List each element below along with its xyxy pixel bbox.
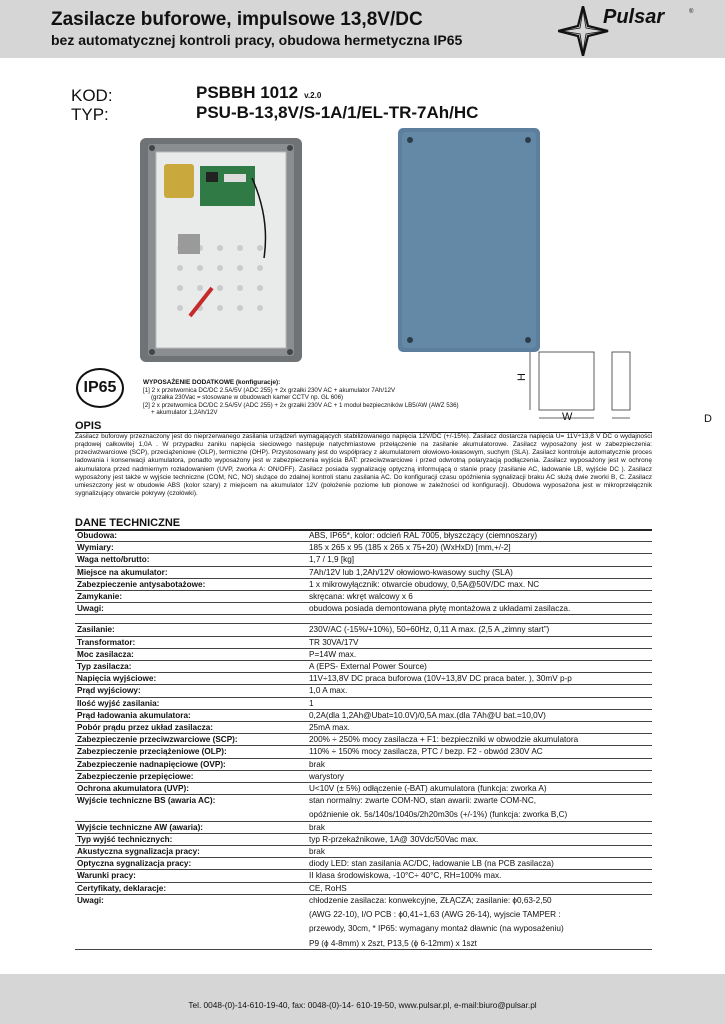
spec-row <box>75 578 652 590</box>
open-enclosure-image <box>140 138 302 362</box>
spec-row <box>75 770 652 782</box>
spec-row <box>75 636 652 648</box>
spec-value-line: skręcana: wkręt walcowy x 6 <box>309 592 413 602</box>
spec-key: Uwagi: <box>75 603 307 615</box>
spec-key: Typ zasilacza: <box>75 661 307 673</box>
spec-value <box>307 542 652 554</box>
dim-w-label: W <box>562 411 573 423</box>
spec-value <box>307 697 652 709</box>
spec-value-line: ABS, IP65*, kolor: odcień RAL 7005, błyszczący (ciemnoszary) <box>309 531 538 540</box>
spec-row <box>75 882 652 894</box>
spec-row <box>75 685 652 697</box>
specs-table <box>75 530 652 950</box>
spec-row <box>75 697 652 709</box>
spec-value-line: 1,0 A max. <box>309 686 348 696</box>
spec-key: Zamykanie: <box>75 591 307 603</box>
spec-key: Prąd wyjściowy: <box>75 685 307 697</box>
footer-band <box>0 974 725 1024</box>
spec-value-line: 230V/AC (-15%/+10%), 50÷60Hz, 0,11 A max. (2,5 A „zimny start”) <box>309 625 550 635</box>
typ-label: TYP: <box>71 105 109 124</box>
spec-row <box>75 661 652 673</box>
accessory-line: [2] 2 x przetwornica DC/DC 2.5A/5V (ADC 255) + 2x grzałki 230V AC + 1 moduł bezpieczników LB5/AW (AWZ 536) <box>143 401 459 409</box>
spec-key: Moc zasilacza: <box>75 648 307 660</box>
dane-title: DANE TECHNICZNE <box>75 517 181 529</box>
spec-key: Akustyczna sygnalizacja pracy: <box>75 846 307 858</box>
spec-row <box>75 846 652 858</box>
page-subtitle: bez automatycznej kontroli pracy, obudowa hermetyczna IP65 <box>51 32 463 48</box>
accessory-line: (grzałka 230Vac = stosowane w obudowach kamer CCTV np. GL 606) <box>151 394 344 402</box>
spec-key: Napięcia wyjściowe: <box>75 673 307 685</box>
spec-value <box>307 846 652 858</box>
spec-row <box>75 821 652 833</box>
spec-row <box>75 894 652 949</box>
spec-value <box>307 566 652 578</box>
accessories-title: WYPOSAŻENIE DODATKOWE (konfiguracje): <box>143 379 281 386</box>
spec-key: Ochrona akumulatora (UVP): <box>75 783 307 795</box>
spec-row <box>75 783 652 795</box>
spec-key: Zabezpieczenie przepięciowe: <box>75 770 307 782</box>
spec-value-line: 110% ÷ 150% mocy zasilacza, PTC / bezp. F2 - obwód 230V AC <box>309 747 543 757</box>
spec-row <box>75 603 652 615</box>
spec-key: Pobór prądu przez układ zasilacza: <box>75 722 307 734</box>
spec-row <box>75 858 652 870</box>
product-type: PSU-B-13,8V/S-1A/1/EL-TR-7Ah/HC <box>196 103 479 122</box>
spec-value-line: obudowa posiada demontowana płytę montażowa z układami zasilacza. <box>309 604 571 614</box>
spec-gap-cell <box>75 615 307 624</box>
dim-h-label: H <box>515 373 528 381</box>
closed-enclosure-image <box>398 128 540 352</box>
spec-value-line: P=14W max. <box>309 649 357 659</box>
spec-value <box>307 722 652 734</box>
spec-value <box>307 685 652 697</box>
spec-value <box>307 746 652 758</box>
spec-key: Zabezpieczenie przeciwzwarciowe (SCP): <box>75 734 307 746</box>
spec-value-line: 11V÷13,8V DC praca buforowa (10V÷13,8V DC praca bater. ), 30mV p-p <box>309 674 572 684</box>
spec-row <box>75 554 652 566</box>
spec-key: Zabezpieczenie przeciążeniowe (OLP): <box>75 746 307 758</box>
spec-row <box>75 722 652 734</box>
spec-row <box>75 542 652 554</box>
ip65-badge: IP65 <box>76 368 124 408</box>
kod-value: PSBBH 1012 <box>196 83 299 102</box>
spec-value <box>307 833 652 845</box>
spec-row <box>75 870 652 882</box>
spec-row <box>75 734 652 746</box>
spec-value-line: 1 x mikrowyłącznik: otwarcie obudowy, 0,5A@50V/DC max. NC <box>309 579 540 589</box>
spec-value-line: brak <box>309 822 325 832</box>
accessory-line: [1] 2 x przetwornica DC/DC 2.5A/5V (ADC 255) + 2x grzałki 230V AC + akumulator 7Ah/12V <box>143 386 396 394</box>
spec-value <box>307 783 652 795</box>
spec-key: Wyjście techniczne AW (awaria): <box>75 821 307 833</box>
spec-value-line: stan normalny: zwarte COM-NO, stan awarii: zwarte COM-NC, <box>309 796 537 806</box>
spec-value-line: 25mA max. <box>309 723 350 733</box>
spec-value-line: 185 x 265 x 95 (185 x 265 x 75+20) (WxHxD) [mm,+/-2] <box>309 543 511 553</box>
spec-value <box>307 673 652 685</box>
spec-value-line: 7Ah/12V lub 1,2Ah/12V ołowiowo-kwasowy suchy (SLA) <box>309 567 513 577</box>
opis-text: Zasilacz buforowy przeznaczony jest do nieprzerwanego zasilania urządzeń wymagających stabilizowanego napięcia 12V/DC (+/-15%). Zasilacz dostarcza napięcia U= 11V÷13,8 V DC o wydajności prądowej całkowitej 1,0A . W przypadku zaniku napięcia sieciowego następuje natychmiastowe przełączenie na zasilanie akumulatorowe. Zasilacz wyposażony jest w zabezpieczenia: przeciwzwarciowe (SCP), przeciążeniowe (OLP), termiczne (OHP). Przystosowany jest do współpracy z akumulatorem ołowiowo-kwasowym, suchym (SLA). Zasilacz kontroluje automatycznie proces ładowania i konserwacji akumulatora, ponadto wyposażony jest w zabezpieczenia wyjścia BAT: przeciwzwarciowe i przed odwrotną polaryzacją podłączenia. Zasilacz wyposażony jest w ochronę akumulatora przed nadmiernym rozładowaniem (UVP, zworka A: ON/OFF). Zasilacz posiada sygnalizację optyczną informującą o stanie pracy (zasilanie AC, ładowanie LB, wyjście DC ). Zasilacz wyposażony jest także w wyjście techniczne (COM, NC, NO) służące do zdalnej kontroli stanu zasilania AC. Do konfiguracji czasu opóźnienia sygnalizacji braku AC służą dwie zworki B, C. Zasilacz umieszczony jest w obudowie ABS (kolor szary) z miejscem na akumulator 12V (położenie poziome lub pionowe w zależności od konfiguracji). Obudowa wyposażona jest w mikroprzełącznik sygnalizujący otwarcie pokrywy (czołówki). <box>75 433 652 497</box>
spec-row <box>75 746 652 758</box>
spec-value <box>307 870 652 882</box>
spec-key: Zabezpieczenie nadnapięciowe (OVP): <box>75 758 307 770</box>
spec-row <box>75 673 652 685</box>
spec-value-line: CE, RoHS <box>309 883 347 893</box>
accessory-line: + akumulator 1,2Ah/12V <box>151 409 218 417</box>
spec-row <box>75 591 652 603</box>
spec-value-line: przewody, 30cm, * IP65: wymagany montaż dławnic (na wyposażeniu) <box>309 924 564 934</box>
spec-key: Typ wyjść technicznych: <box>75 833 307 845</box>
spec-value-line: 1,7 / 1,9 [kg] <box>309 555 355 565</box>
spec-key: Transformator: <box>75 636 307 648</box>
spec-value-line: brak <box>309 759 325 769</box>
spec-gap <box>75 615 652 624</box>
dim-d-label: D <box>704 413 712 425</box>
spec-value <box>307 554 652 566</box>
spec-key: Wymiary: <box>75 542 307 554</box>
spec-row <box>75 566 652 578</box>
spec-value-line: II klasa środowiskowa, -10°C÷ 40°C, RH=100% max. <box>309 871 502 881</box>
spec-value-line: P9 (ϕ 4-8mm) x 2szt, P13,5 (ϕ 6-12mm) x 1szt <box>309 938 477 948</box>
spec-row <box>75 758 652 770</box>
spec-value <box>307 578 652 590</box>
spec-key: Prąd ładowania akumulatora: <box>75 709 307 721</box>
spec-value-line: TR 30VA/17V <box>309 637 359 647</box>
version: v.2.0 <box>304 91 322 100</box>
spec-row <box>75 795 652 821</box>
spec-value-line: diody LED: stan zasilania AC/DC, ładowanie LB (na PCB zasilacza) <box>309 859 554 869</box>
spec-value <box>307 858 652 870</box>
logo-registered-mark: ® <box>689 9 694 15</box>
spec-value <box>307 591 652 603</box>
dimensions-diagram <box>515 345 715 430</box>
spec-value-line: 1 <box>309 698 314 708</box>
spec-value <box>307 758 652 770</box>
page-title: Zasilacze buforowe, impulsowe 13,8V/DC <box>51 9 423 30</box>
spec-key: Obudowa: <box>75 530 307 542</box>
spec-key: Wyjście techniczne BS (awaria AC): <box>75 795 307 821</box>
spec-value-line: typ R-przekaźnikowe, 1A@ 30Vdc/50Vac max. <box>309 834 479 844</box>
spec-key: Waga netto/brutto: <box>75 554 307 566</box>
spec-value <box>307 603 652 615</box>
spec-key: Zabezpieczenie antysabotażowe: <box>75 578 307 590</box>
spec-value-line: chłodzenie zasilacza: konwekcyjne, ZŁĄCZA; zasilanie: ϕ0,63-2,50 <box>309 895 552 905</box>
spec-gap-cell <box>307 615 652 624</box>
opis-title: OPIS <box>75 420 102 432</box>
spec-value <box>307 661 652 673</box>
spec-value-line: opóźnienie ok. 5s/140s/1040s/2h20m30s (+/-1%) (funkcja: zworka B,C) <box>309 810 568 820</box>
spec-value <box>307 770 652 782</box>
spec-value-line: 0,2A(dla 1,2Ah@Ubat=10.0V)/0,5A max.(dla 7Ah@U bat.=10,0V) <box>309 710 546 720</box>
spec-key: Ilość wyjść zasilania: <box>75 697 307 709</box>
spec-row <box>75 648 652 660</box>
spec-value-line: warystory <box>309 771 345 781</box>
spec-value <box>307 882 652 894</box>
spec-value <box>307 636 652 648</box>
spec-row <box>75 624 652 636</box>
accessories-block <box>143 379 523 417</box>
logo-text: Pulsar <box>603 6 665 28</box>
spec-key: Uwagi: <box>75 894 307 949</box>
spec-value-line: (AWG 22-10), I/O PCB : ϕ0,41÷1,63 (AWG 26-14), wyjscie TAMPER : <box>309 910 561 920</box>
spec-row <box>75 530 652 542</box>
spec-key: Zasilanie: <box>75 624 307 636</box>
spec-key: Warunki pracy: <box>75 870 307 882</box>
spec-value-line: 200% ÷ 250% mocy zasilacza + F1: bezpieczniki w obwodzie akumulatora <box>309 735 579 745</box>
spec-value <box>307 821 652 833</box>
spec-value-line: A (EPS- External Power Source) <box>309 662 427 672</box>
spec-value-line: U<10V (± 5%) odłączenie (-BAT) akumulatora (funkcja: zworka A) <box>309 784 547 794</box>
spec-row <box>75 833 652 845</box>
spec-value <box>307 734 652 746</box>
spec-key: Optyczna sygnalizacja pracy: <box>75 858 307 870</box>
spec-row <box>75 709 652 721</box>
kod-label: KOD: <box>71 86 113 105</box>
spec-value <box>307 530 652 542</box>
spec-value <box>307 709 652 721</box>
spec-value <box>307 795 652 821</box>
spec-value <box>307 624 652 636</box>
spec-value-line: brak <box>309 847 325 857</box>
spec-key: Certyfikaty, deklaracje: <box>75 882 307 894</box>
footer-contact: Tel. 0048-(0)-14-610-19-40, fax: 0048-(0)-14- 610-19-50, www.pulsar.pl, e-mail:biuro@pulsar.pl <box>188 1000 537 1010</box>
spec-value <box>307 648 652 660</box>
spec-value <box>307 894 652 949</box>
spec-key: Miejsce na akumulator: <box>75 566 307 578</box>
